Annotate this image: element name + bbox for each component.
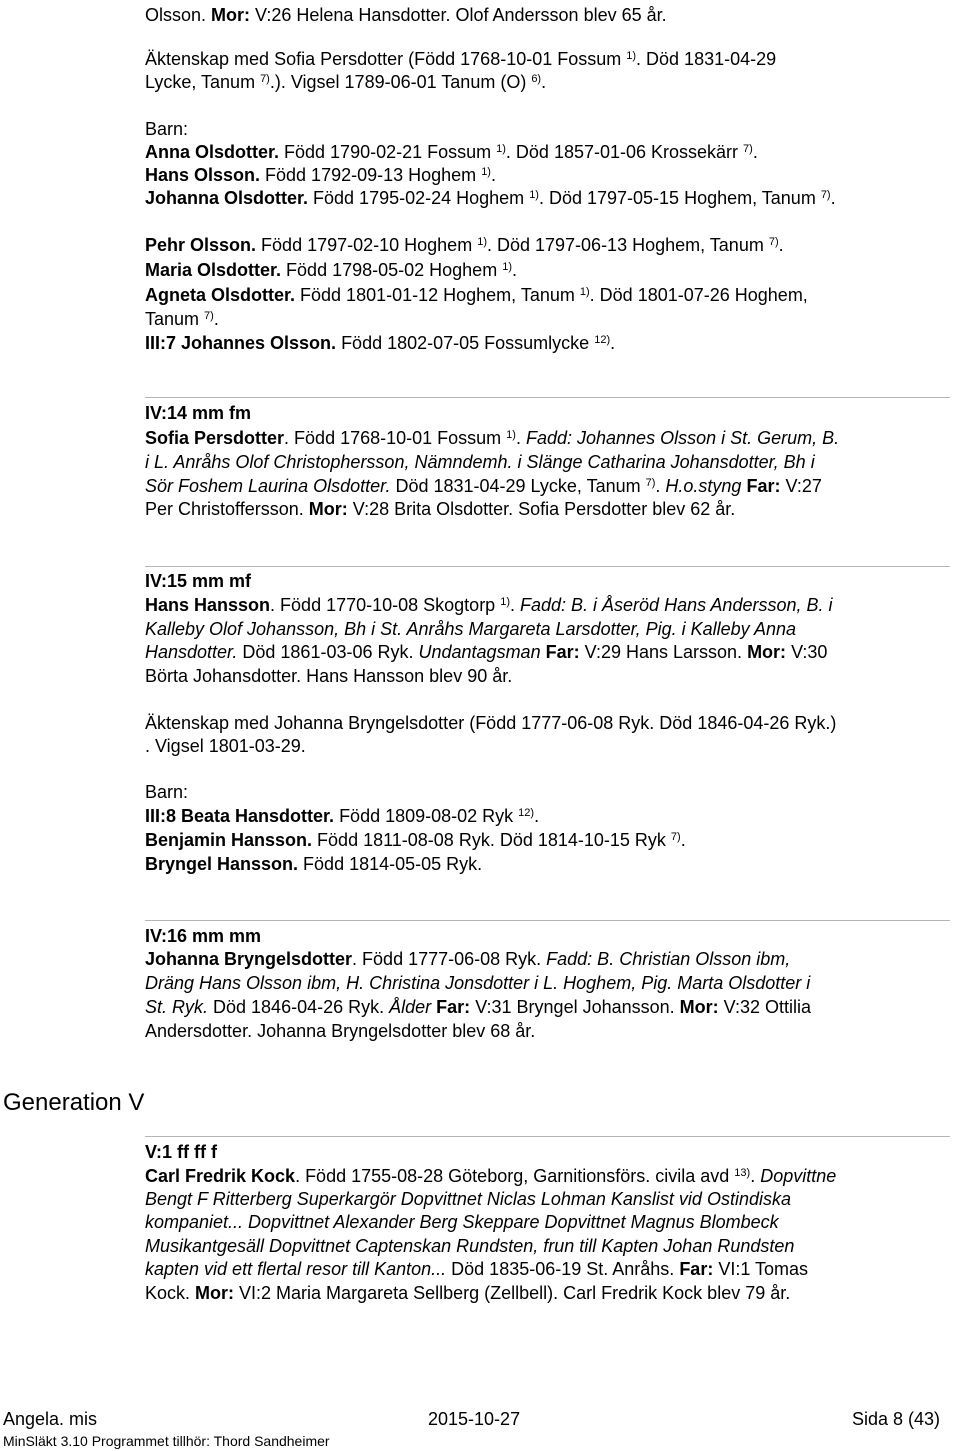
child-entry: Anna Olsdotter. Född 1790-02-21 Fossum $^{1)}$. Död 1857-01-06 Krossekärr $^{7)}$.: [145, 142, 758, 162]
mother-label: Mor:: [195, 1283, 235, 1303]
section-divider: [145, 397, 950, 398]
person-line: i L. Anråhs Olof Christophersson, Nämndemh. i Slänge Catharina Johansdotter, Bh i: [145, 452, 815, 472]
person-line: Kalleby Olof Johansson, Bh i St. Anråhs Margareta Larsdotter, Pig. i Kalleby Anna: [145, 619, 797, 639]
child-entry: III:8 Beata Hansdotter. Född 1809-08-02 Ryk $^{12)}$.: [145, 806, 540, 826]
person-line: Bengt F Ritterberg Superkargör Dopvittnet Niclas Lohman Kanslist vid Ostindiska: [145, 1189, 791, 1209]
generation-heading: Generation V: [3, 1089, 145, 1116]
footer-date: 2015-10-27: [428, 1409, 521, 1429]
footer-program: MinSläkt 3.10 Programmet tillhör: Thord Sandheimer: [3, 1433, 330, 1449]
section-divider: [145, 1136, 950, 1137]
child-entry: III:7 Johannes Olsson. Född 1802-07-05 Fossumlycke $^{12)}$.: [145, 333, 616, 353]
child-entry: Johanna Olsdotter. Född 1795-02-24 Hoghem $^{1)}$. Död 1797-05-15 Hoghem, Tanum $^{7)}$.: [145, 188, 836, 208]
footer-author: Angela. mis: [3, 1409, 98, 1429]
person-line: Sofia Persdotter. Född 1768-10-01 Fossum $^{1)}$. Fadd: Johannes Olsson i St. Gerum, B.: [145, 428, 840, 448]
children-label: Barn:: [145, 119, 189, 139]
section-divider: [145, 566, 950, 567]
person-line: Andersdotter. Johanna Bryngelsdotter blev 68 år.: [145, 1021, 536, 1041]
person-summary-line: Olsson. Mor: V:26 Helena Hansdotter. Olof Andersson blev 65 år.: [145, 5, 667, 25]
child-entry: Maria Olsdotter. Född 1798-05-02 Hoghem $^{1)}$.: [145, 260, 517, 280]
person-heading: IV:16 mm mm: [145, 926, 262, 946]
person-line: kapten vid ett flertal resor till Kanton... Död 1835-06-19 St. Anråhs. Far: VI:1 Tomas: [145, 1259, 809, 1279]
child-entry: Bryngel Hansson. Född 1814-05-05 Ryk.: [145, 854, 483, 874]
child-entry: Hans Olsson. Född 1792-09-13 Hoghem $^{1)}$.: [145, 165, 496, 185]
person-line: Carl Fredrik Kock. Född 1755-08-28 Göteborg, Garnitionsförs. civila avd $^{13)}$. Dopvittne: [145, 1166, 837, 1186]
person-heading: V:1 ff ff f: [145, 1142, 217, 1162]
mother-label: Mor:: [747, 642, 787, 662]
person-line: Sör Foshem Laurina Olsdotter. Död 1831-04-29 Lycke, Tanum $^{7)}$. H.o.styng Far: V:27: [145, 476, 822, 496]
person-line: Hans Hansson. Född 1770-10-08 Skogtorp $^{1)}$. Fadd: B. i Åseröd Hans Andersson, B. i: [145, 595, 833, 615]
mother-label: Mor:: [211, 5, 251, 25]
marriage-line: Lycke, Tanum $^{7)}$.). Vigsel 1789-06-01 Tanum (O) $^{6)}$.: [145, 72, 547, 92]
child-entry: Agneta Olsdotter. Född 1801-01-12 Hoghem, Tanum $^{1)}$. Död 1801-07-26 Hoghem,: [145, 285, 808, 305]
person-line: kompaniet... Dopvittnet Alexander Berg Skeppare Dopvittnet Magnus Blombeck: [145, 1212, 779, 1232]
marriage-line: Äktenskap med Johanna Bryngelsdotter (Född 1777-06-08 Ryk. Död 1846-04-26 Ryk.): [145, 713, 837, 733]
father-label: Far:: [436, 997, 471, 1017]
mother-label: Mor:: [679, 997, 719, 1017]
person-line: Johanna Bryngelsdotter. Född 1777-06-08 Ryk. Fadd: B. Christian Olsson ibm,: [145, 949, 791, 969]
marriage-line: Äktenskap med Sofia Persdotter (Född 1768-10-01 Fossum $^{1)}$. Död 1831-04-29: [145, 49, 777, 69]
person-heading: IV:14 mm fm: [145, 403, 252, 423]
person-line: Dräng Hans Olsson ibm, H. Christina Jonsdotter i L. Hoghem, Pig. Marta Olsdotter i: [145, 973, 811, 993]
child-entry: Pehr Olsson. Född 1797-02-10 Hoghem $^{1)}$. Död 1797-06-13 Hoghem, Tanum $^{7)}$.: [145, 235, 784, 255]
children-label: Barn:: [145, 782, 189, 802]
person-heading: IV:15 mm mf: [145, 571, 252, 591]
person-line: Hansdotter. Död 1861-03-06 Ryk. Undantagsman Far: V:29 Hans Larsson. Mor: V:30: [145, 642, 828, 662]
person-line: Kock. Mor: VI:2 Maria Margareta Sellberg (Zellbell). Carl Fredrik Kock blev 79 år.: [145, 1283, 791, 1303]
father-label: Far:: [679, 1259, 714, 1279]
footer-page-number: Sida 8 (43): [851, 1409, 940, 1429]
child-entry: Benjamin Hansson. Född 1811-08-08 Ryk. Död 1814-10-15 Ryk $^{7)}$.: [145, 830, 686, 850]
father-label: Far:: [545, 642, 580, 662]
person-line: Per Christoffersson. Mor: V:28 Brita Olsdotter. Sofia Persdotter blev 62 år.: [145, 499, 736, 519]
mother-label: Mor:: [308, 499, 348, 519]
father-label: Far:: [746, 476, 781, 496]
person-line: Musikantgesäll Dopvittnet Captenskan Rundsten, frun till Kapten Johan Rundsten: [145, 1236, 795, 1256]
person-line: St. Ryk. Död 1846-04-26 Ryk. Ålder Far: V:31 Bryngel Johansson. Mor: V:32 Ottilia: [145, 997, 812, 1017]
marriage-line: . Vigsel 1801-03-29.: [145, 736, 306, 756]
child-entry-continuation: Tanum $^{7)}$.: [145, 309, 219, 329]
section-divider: [145, 920, 950, 921]
person-line: Börta Johansdotter. Hans Hansson blev 90 år.: [145, 666, 513, 686]
